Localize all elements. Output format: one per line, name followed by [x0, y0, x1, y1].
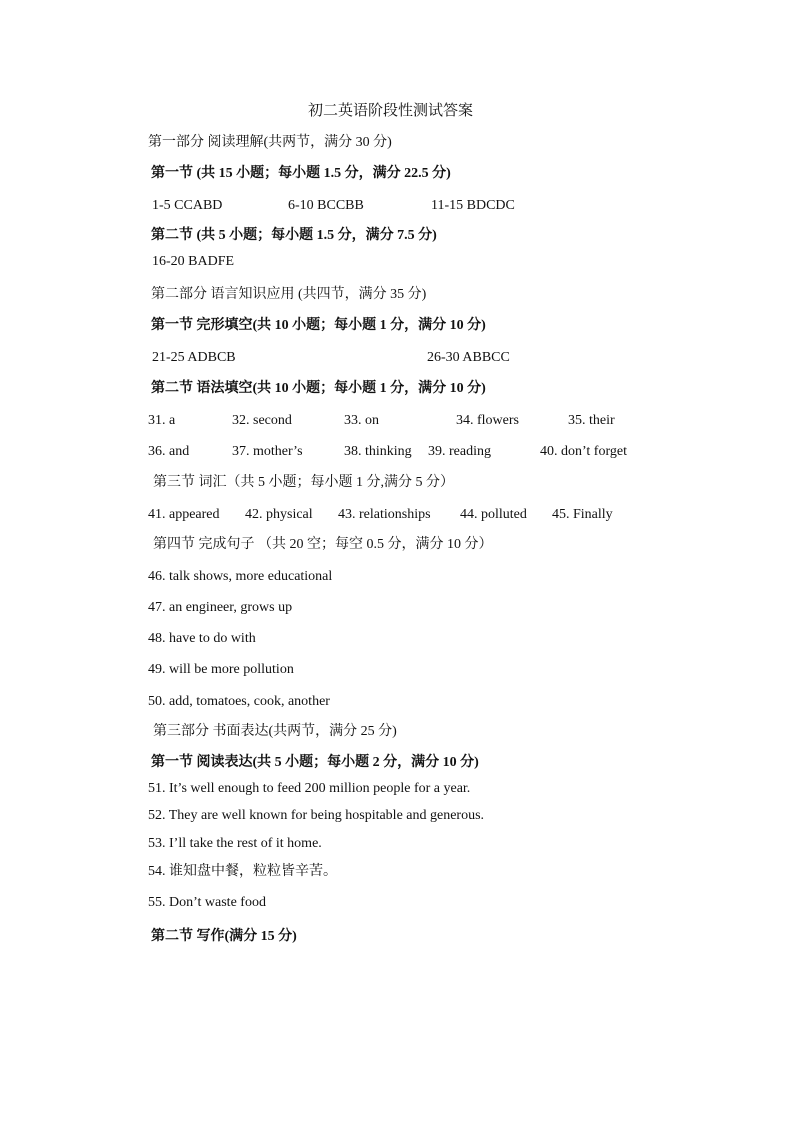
answer-row: 16-20 BADFE — [152, 254, 235, 269]
part3-heading: 第三部分 书面表达(共两节，满分 25 分) — [153, 724, 397, 739]
list-item: 49. will be more pollution — [148, 662, 294, 677]
part1-sec1-heading: 第一节 (共 15 小题；每小题 1.5 分，满分 22.5 分) — [151, 166, 451, 181]
part1-sec2-heading: 第二节 (共 5 小题；每小题 1.5 分，满分 7.5 分) — [151, 228, 437, 243]
list-item: 55. Don’t waste food — [148, 895, 266, 910]
part2-sec3-heading: 第三节 词汇（共 5 小题；每小题 1 分,满分 5 分） — [153, 475, 454, 490]
answer-cell: 32. second — [232, 413, 292, 428]
part2-sec4-heading: 第四节 完成句子 （共 20 空；每空 0.5 分，满分 10 分） — [153, 537, 493, 552]
list-item: 50. add, tomatoes, cook, another — [148, 694, 330, 709]
answer-cell: 33. on — [344, 413, 379, 428]
answer-cell: 11-15 BDCDC — [431, 198, 515, 213]
part3-sec2-heading: 第二节 写作(满分 15 分) — [151, 929, 297, 944]
answer-cell: 6-10 BCCBB — [288, 198, 364, 213]
part3-sec1-heading: 第一节 阅读表达(共 5 小题；每小题 2 分，满分 10 分) — [151, 755, 479, 770]
page-title: 初二英语阶段性测试答案 — [308, 103, 474, 119]
answer-cell: 40. don’t forget — [540, 444, 627, 459]
answer-cell: 35. their — [568, 413, 615, 428]
part1-heading: 第一部分 阅读理解(共两节，满分 30 分) — [148, 135, 392, 150]
answer-cell: 21-25 ADBCB — [152, 350, 236, 365]
part2-heading: 第二部分 语言知识应用 (共四节，满分 35 分) — [151, 287, 427, 302]
part2-sec1-heading: 第一节 完形填空(共 10 小题；每小题 1 分，满分 10 分) — [151, 318, 486, 333]
answer-cell: 39. reading — [428, 444, 491, 459]
answer-cell: 26-30 ABBCC — [427, 350, 510, 365]
list-item: 54. 谁知盘中餐，粒粒皆辛苦。 — [148, 864, 337, 879]
list-item: 47. an engineer, grows up — [148, 600, 293, 615]
list-item: 53. I’ll take the rest of it home. — [148, 836, 322, 851]
list-item: 52. They are well known for being hospitable and generous. — [148, 808, 485, 823]
list-item: 48. have to do with — [148, 631, 256, 646]
answer-cell: 36. and — [148, 444, 190, 459]
answer-cell: 38. thinking — [344, 444, 412, 459]
answer-cell: 43. relationships — [338, 507, 431, 522]
answer-cell: 1-5 CCABD — [152, 198, 223, 213]
answer-cell: 37. mother’s — [232, 444, 303, 459]
answer-cell: 44. polluted — [460, 507, 527, 522]
part2-sec2-heading: 第二节 语法填空(共 10 小题；每小题 1 分，满分 10 分) — [151, 381, 486, 396]
list-item: 51. It’s well enough to feed 200 million people for a year. — [148, 781, 471, 796]
list-item: 46. talk shows, more educational — [148, 569, 333, 584]
answer-cell: 41. appeared — [148, 507, 220, 522]
answer-cell: 34. flowers — [456, 413, 519, 428]
answer-cell: 45. Finally — [552, 507, 613, 522]
answer-cell: 31. a — [148, 413, 176, 428]
answer-cell: 42. physical — [245, 507, 313, 522]
